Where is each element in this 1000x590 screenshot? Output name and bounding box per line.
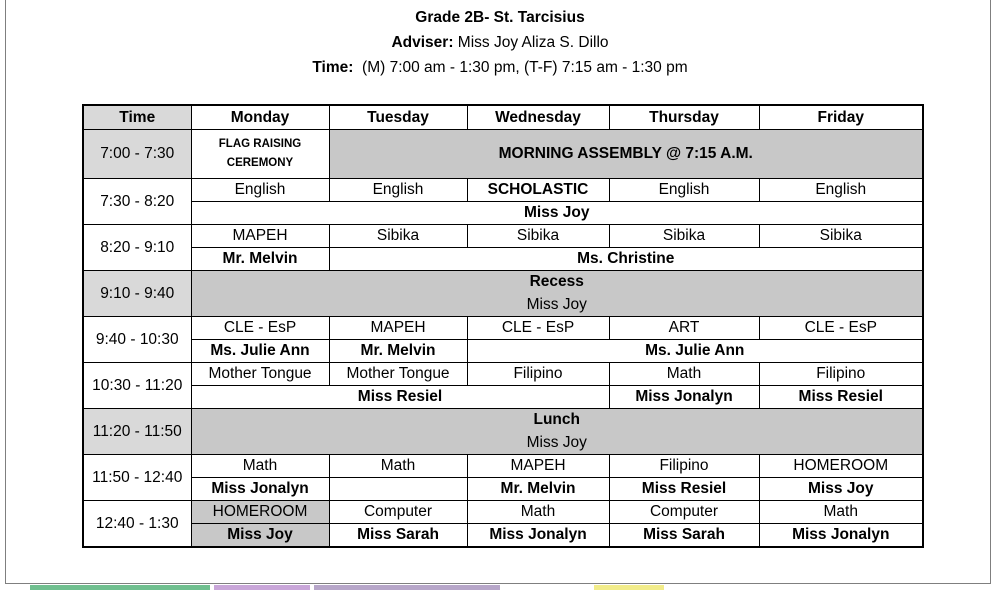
subject-cell: English — [329, 179, 467, 202]
subject-cell: Filipino — [759, 363, 923, 386]
subject-cell: Computer — [609, 501, 759, 524]
subject-cell: CLE - EsP — [759, 317, 923, 340]
teacher-cell: Miss Sarah — [609, 524, 759, 548]
time-label: Time: — [312, 59, 354, 76]
sheet-tab-strip — [314, 585, 500, 590]
teacher-cell: Miss Jonalyn — [609, 386, 759, 409]
table-row — [83, 179, 923, 202]
table-row — [83, 225, 923, 248]
table-row — [83, 501, 923, 524]
teacher-cell: Miss Resiel — [609, 478, 759, 501]
subject-cell: MAPEH — [467, 455, 609, 478]
subject-cell: SCHOLASTIC — [467, 179, 609, 202]
subject-cell: MAPEH — [191, 225, 329, 248]
table-row — [83, 409, 923, 432]
adviser-name: Miss Joy Aliza S. Dillo — [457, 34, 609, 51]
time-cell: 9:40 - 10:30 — [83, 317, 191, 363]
subject-cell: Computer — [329, 501, 467, 524]
subject-cell: Math — [467, 501, 609, 524]
subject-cell: Math — [759, 501, 923, 524]
flag-line2: CEREMONY — [226, 157, 294, 169]
col-header-monday: Monday — [191, 105, 329, 130]
time-cell: 7:30 - 8:20 — [83, 179, 191, 225]
lunch-label: Lunch — [191, 409, 923, 432]
subject-cell: Sibika — [467, 225, 609, 248]
teacher-cell: Miss Joy — [191, 202, 923, 225]
flag-line1: FLAG RAISING — [218, 138, 302, 150]
subject-cell: Math — [191, 455, 329, 478]
schedule-table — [82, 104, 924, 548]
table-row — [83, 524, 923, 548]
table-row — [83, 202, 923, 225]
subject-cell: Math — [609, 363, 759, 386]
subject-cell: Math — [329, 455, 467, 478]
teacher-cell: Mr. Melvin — [467, 478, 609, 501]
teacher-cell: Miss Joy — [191, 524, 329, 548]
morning-assembly-cell: MORNING ASSEMBLY @ 7:15 A.M. — [329, 130, 923, 179]
table-row — [83, 386, 923, 409]
time-line — [0, 59, 1000, 77]
table-row — [83, 317, 923, 340]
subject-cell: Sibika — [609, 225, 759, 248]
subject-cell: MAPEH — [329, 317, 467, 340]
teacher-cell: Miss Jonalyn — [467, 524, 609, 548]
recess-label: Recess — [191, 271, 923, 294]
time-cell: 12:40 - 1:30 — [83, 501, 191, 548]
subject-cell: Filipino — [467, 363, 609, 386]
teacher-cell — [329, 478, 467, 501]
table-row — [83, 340, 923, 363]
col-header-friday: Friday — [759, 105, 923, 130]
col-header-time: Time — [83, 105, 191, 130]
time-value: (M) 7:00 am - 1:30 pm, (T-F) 7:15 am - 1:30 pm — [362, 59, 688, 76]
recess-teacher: Miss Joy — [191, 294, 923, 317]
time-cell: 8:20 - 9:10 — [83, 225, 191, 271]
teacher-cell: Miss Jonalyn — [191, 478, 329, 501]
table-row — [83, 478, 923, 501]
teacher-cell: Miss Joy — [759, 478, 923, 501]
subject-cell: Sibika — [329, 225, 467, 248]
sheet-tab-strip — [30, 585, 210, 590]
teacher-cell: Miss Sarah — [329, 524, 467, 548]
subject-cell: HOMEROOM — [191, 501, 329, 524]
teacher-cell: Miss Jonalyn — [759, 524, 923, 548]
sheet-tab-strip — [594, 585, 664, 590]
teacher-cell: Ms. Julie Ann — [467, 340, 923, 363]
time-cell: 11:20 - 11:50 — [83, 409, 191, 455]
table-row — [83, 294, 923, 317]
teacher-cell: Miss Resiel — [191, 386, 609, 409]
time-cell: 11:50 - 12:40 — [83, 455, 191, 501]
table-header-row — [83, 105, 923, 130]
subject-cell: HOMEROOM — [759, 455, 923, 478]
time-cell: 7:00 - 7:30 — [83, 130, 191, 179]
subject-cell: Sibika — [759, 225, 923, 248]
time-cell: 9:10 - 9:40 — [83, 271, 191, 317]
sheet-tab-strip — [214, 585, 310, 590]
adviser-label: Adviser: — [391, 34, 454, 51]
table-row — [83, 130, 923, 179]
teacher-cell: Ms. Christine — [329, 248, 923, 271]
subject-cell: English — [759, 179, 923, 202]
table-row — [83, 432, 923, 455]
subject-cell: Mother Tongue — [329, 363, 467, 386]
subject-cell: ART — [609, 317, 759, 340]
lunch-teacher: Miss Joy — [191, 432, 923, 455]
page-title: Grade 2B- St. Tarcisius — [415, 9, 585, 26]
teacher-cell: Ms. Julie Ann — [191, 340, 329, 363]
flag-ceremony-cell — [191, 130, 329, 179]
col-header-tuesday: Tuesday — [329, 105, 467, 130]
table-row — [83, 363, 923, 386]
table-row — [83, 248, 923, 271]
col-header-thursday: Thursday — [609, 105, 759, 130]
table-row — [83, 455, 923, 478]
time-cell: 10:30 - 11:20 — [83, 363, 191, 409]
subject-cell: Mother Tongue — [191, 363, 329, 386]
teacher-cell: Miss Resiel — [759, 386, 923, 409]
subject-cell: Filipino — [609, 455, 759, 478]
teacher-cell: Mr. Melvin — [329, 340, 467, 363]
subject-cell: CLE - EsP — [191, 317, 329, 340]
col-header-wednesday: Wednesday — [467, 105, 609, 130]
adviser-line — [0, 34, 1000, 52]
teacher-cell: Mr. Melvin — [191, 248, 329, 271]
table-row — [83, 271, 923, 294]
subject-cell: English — [609, 179, 759, 202]
subject-cell: English — [191, 179, 329, 202]
subject-cell: CLE - EsP — [467, 317, 609, 340]
